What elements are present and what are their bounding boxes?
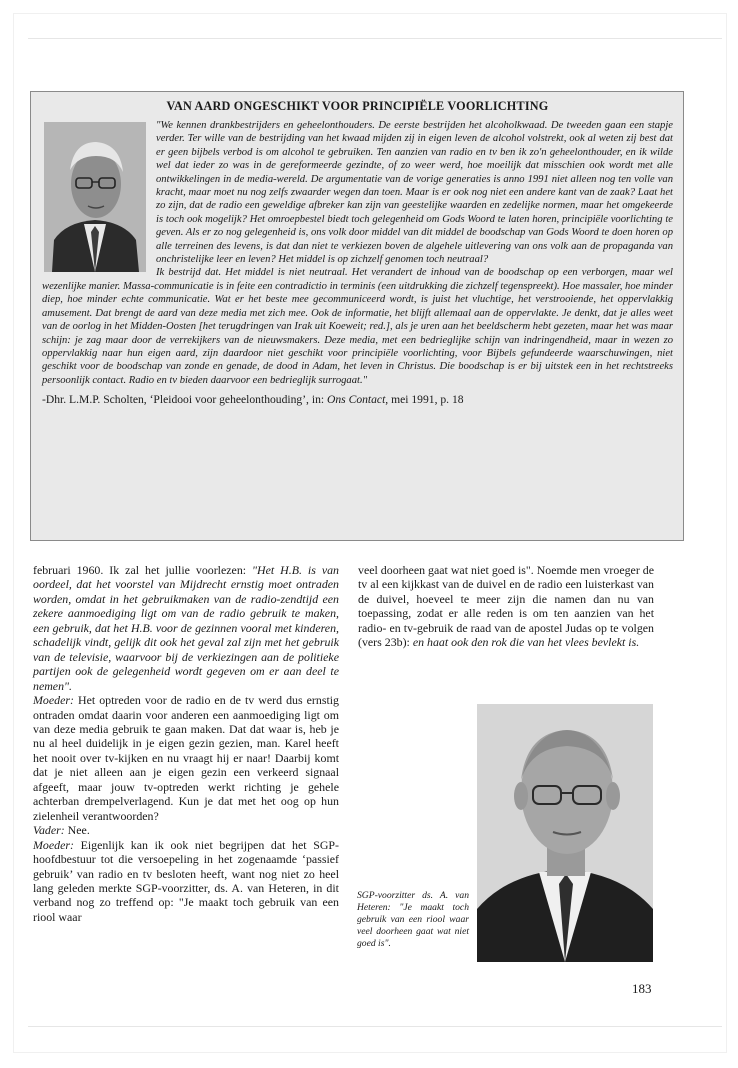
quote-source xyxy=(42,393,673,407)
moeder-line-1 xyxy=(33,693,339,823)
hb-quote: "Het H.B. is van oordeel, dat het voorstel van Mijdrecht ernstig moet ontraden worden, omdat in het gebruikmaken van de radio-zendtijd een zekere aanmoediging ligt om van de radio gebruik te maken, een gebruik, dat het H.B. voor de gezinnen vooral met kinderen, schadelijk vindt, gelijk dit ook het geval zal zijn met het gebruik van de televisie, waarvoor bij de verkiezingen aan de politieke partijen ook de gelegenheid wordt gegeven om er aan deel te nemen". xyxy=(33,563,339,693)
speaker-moeder-1: Moeder: xyxy=(33,693,74,708)
page-number: 183 xyxy=(632,981,652,996)
box-title: VAN AARD ONGESCHIKT VOOR PRINCIPIËLE VOORLICHTING xyxy=(166,99,549,113)
vader-line xyxy=(33,823,339,837)
quote-paragraph-1: "We kennen drankbestrijders en geheelonthouders. De eerste bestrijden het alcoholkwaad. De tweeden gaan een stapje verder. Ter wille van de bestrijding van het kwaad mijden zij in eigen leven de alcohol volstrekt, ook al weten zij best dat er geen bijbels verbod is om alcohol te gebruiken. Ten aanzien van radio en tv ben ik zo'n geheelonthouder, en ik wilde wel dat ieder zo was in de gereformeerde gezindte, of zo weer werd, hoe moeilijk dat misschien ook wordt met alle ontwikkelingen in de media-wereld. De argumentatie van de vorige generaties is anno 1991 niet alleen nog ten volle van kracht, maar moet nu nog zelfs zwaarder wegen dan toen. Maar is er ook nog niet een andere kant van de zaak? Laat het zo zijn, dat de radio een geweldige afbreker kan zijn van geestelijke waarden en zedelijke normen, maar het omgekeerde is toch ook mogelijk? Het omroepbestel biedt toch gelegenheid om Gods Woord te laten horen, principiële voorlichting te geven. Als er zo nog gelegenheid is, ons volk door middel van dit middel de boodschap van Gods Woord te doen horen op alle terreinen des levens, is dat dan niet te verkiezen boven de algehele uitlevering van ons volk aan de propaganda van onchristelijke leer en leven? Het middel is op zichzelf genomen toch neutraal? xyxy=(156,120,673,266)
moeder-text-2: Eigenlijk kan ik ook niet begrijpen dat het SGP-hoofdbestuur tot die versoepeling in het zogenaamde ‘passief gebruik’ van radio en tv besloten heeft, want nog niet zo heel lang geleden merkte SGP-voorzitter, ds. A. van Heteren, in dit verband nog zo treffend op: "Je maakt toch gebruik van een riool waar xyxy=(33,837,339,924)
quote-box xyxy=(30,91,684,541)
bottom-rule xyxy=(28,1026,722,1027)
speaker-moeder-2: Moeder: xyxy=(33,837,74,852)
right-text: veel doorheen gaat wat niet goed is". Noemde men vroeger de tv al een kijkkast van de duivel en de radio een luisterkast van de duivel, hoeveel te meer zijn die namen dan nu van toepassing, zodat er alle reden is om ten aanzien van het radio- en tv-gebruik de raad van de apostel Judas op te volgen (vers 23b): xyxy=(358,563,654,650)
right-paragraph xyxy=(358,563,654,650)
intro-text: februari 1960. Ik zal het jullie voorlezen: xyxy=(33,563,253,577)
source-suffix: , mei 1991, p. 18 xyxy=(385,393,464,407)
quote-paragraph-2: Ik bestrijd dat. Het middel is niet neutraal. Het verandert de inhoud van de boodschap op een verborgen, maar wel wezenlijke manier. Massa-communicatie is in feite een contradictio in terminis (een uitdrukking die zichzelf tegenspreekt). Hoe massaler, hoe minder diep, hoe minder echte communicatie. Wat er het beste mee gecommuniceerd wordt, is juist het vluchtige, het verstrooiende, het oppervlakkig amusement. Dat brengt de aard van deze media met zich mee. Ook de informatie, het blijft allemaal aan de oppervlakte. Je denkt, dat je alles weet van de oorlog in het Midden-Oosten [het terugdringen van Irak uit Koeweit; red.], als je uren aan het beeldscherm hebt gezeten, maar het was maar schijn: je zag maar door de verrekijkers van de nieuwsmakers. Deze media, met een bedrieglijke schijn van indringendheid, maar in wezen zo oppervlakkig naar hun eigen aard, zijn daardoor niet geschikt voor principiële voorlichting, voor Bijbels gefundeerde waarschuwingen, niet geschikt voor de boodschap van zonde en genade, de dood in Adam, het leven in Christus. Die boodschap is er bij uitstek een in het rechtstreeks persoonlijk contact. Radio en tv bieden daarvoor een bedrieglijk surrogaat." xyxy=(42,267,673,386)
left-column xyxy=(33,563,339,924)
moeder-line-2 xyxy=(33,838,339,925)
portrait-photo-scholten xyxy=(44,122,146,272)
source-publication: Ons Contact xyxy=(327,393,386,407)
moeder-text-1: Het optreden voor de radio en de tv werd dus ernstig ontraden omdat daarin voor anderen een aanmoediging ligt om van deze media gebruik te gaan maken. Dat dat waar is, heb je nu al heel duidelijk in je eigen gezin gezien, man. Karel heeft het nooit over tv-kijken en nu vraagt hij er naar! Daarbij komt dat je niet alleen aan je eigen gezin een verkeerd signaal afgeeft, maar jouw tv-optreden werkt richting je gehele achterban drempelverlagend. Kun je dat met het oog op hun zielenheil verantwoorden? xyxy=(33,693,339,823)
source-prefix: -Dhr. L.M.P. Scholten, ‘Pleidooi voor geheelonthouding’, in: xyxy=(42,393,327,407)
left-paragraph-1 xyxy=(33,563,339,693)
vader-text: Nee. xyxy=(64,823,90,838)
right-column xyxy=(358,563,654,650)
judas-quote: en haat ook den rok die van het vlees bevlekt is. xyxy=(412,635,640,650)
portrait-photo-van-heteren xyxy=(477,704,653,962)
speaker-vader: Vader: xyxy=(33,823,65,838)
top-rule xyxy=(28,38,722,39)
photo-caption: SGP-voorzitter ds. A. van Heteren: "Je maakt toch gebruik van een riool waar veel doorheen gaat wat niet goed is". xyxy=(357,890,469,949)
